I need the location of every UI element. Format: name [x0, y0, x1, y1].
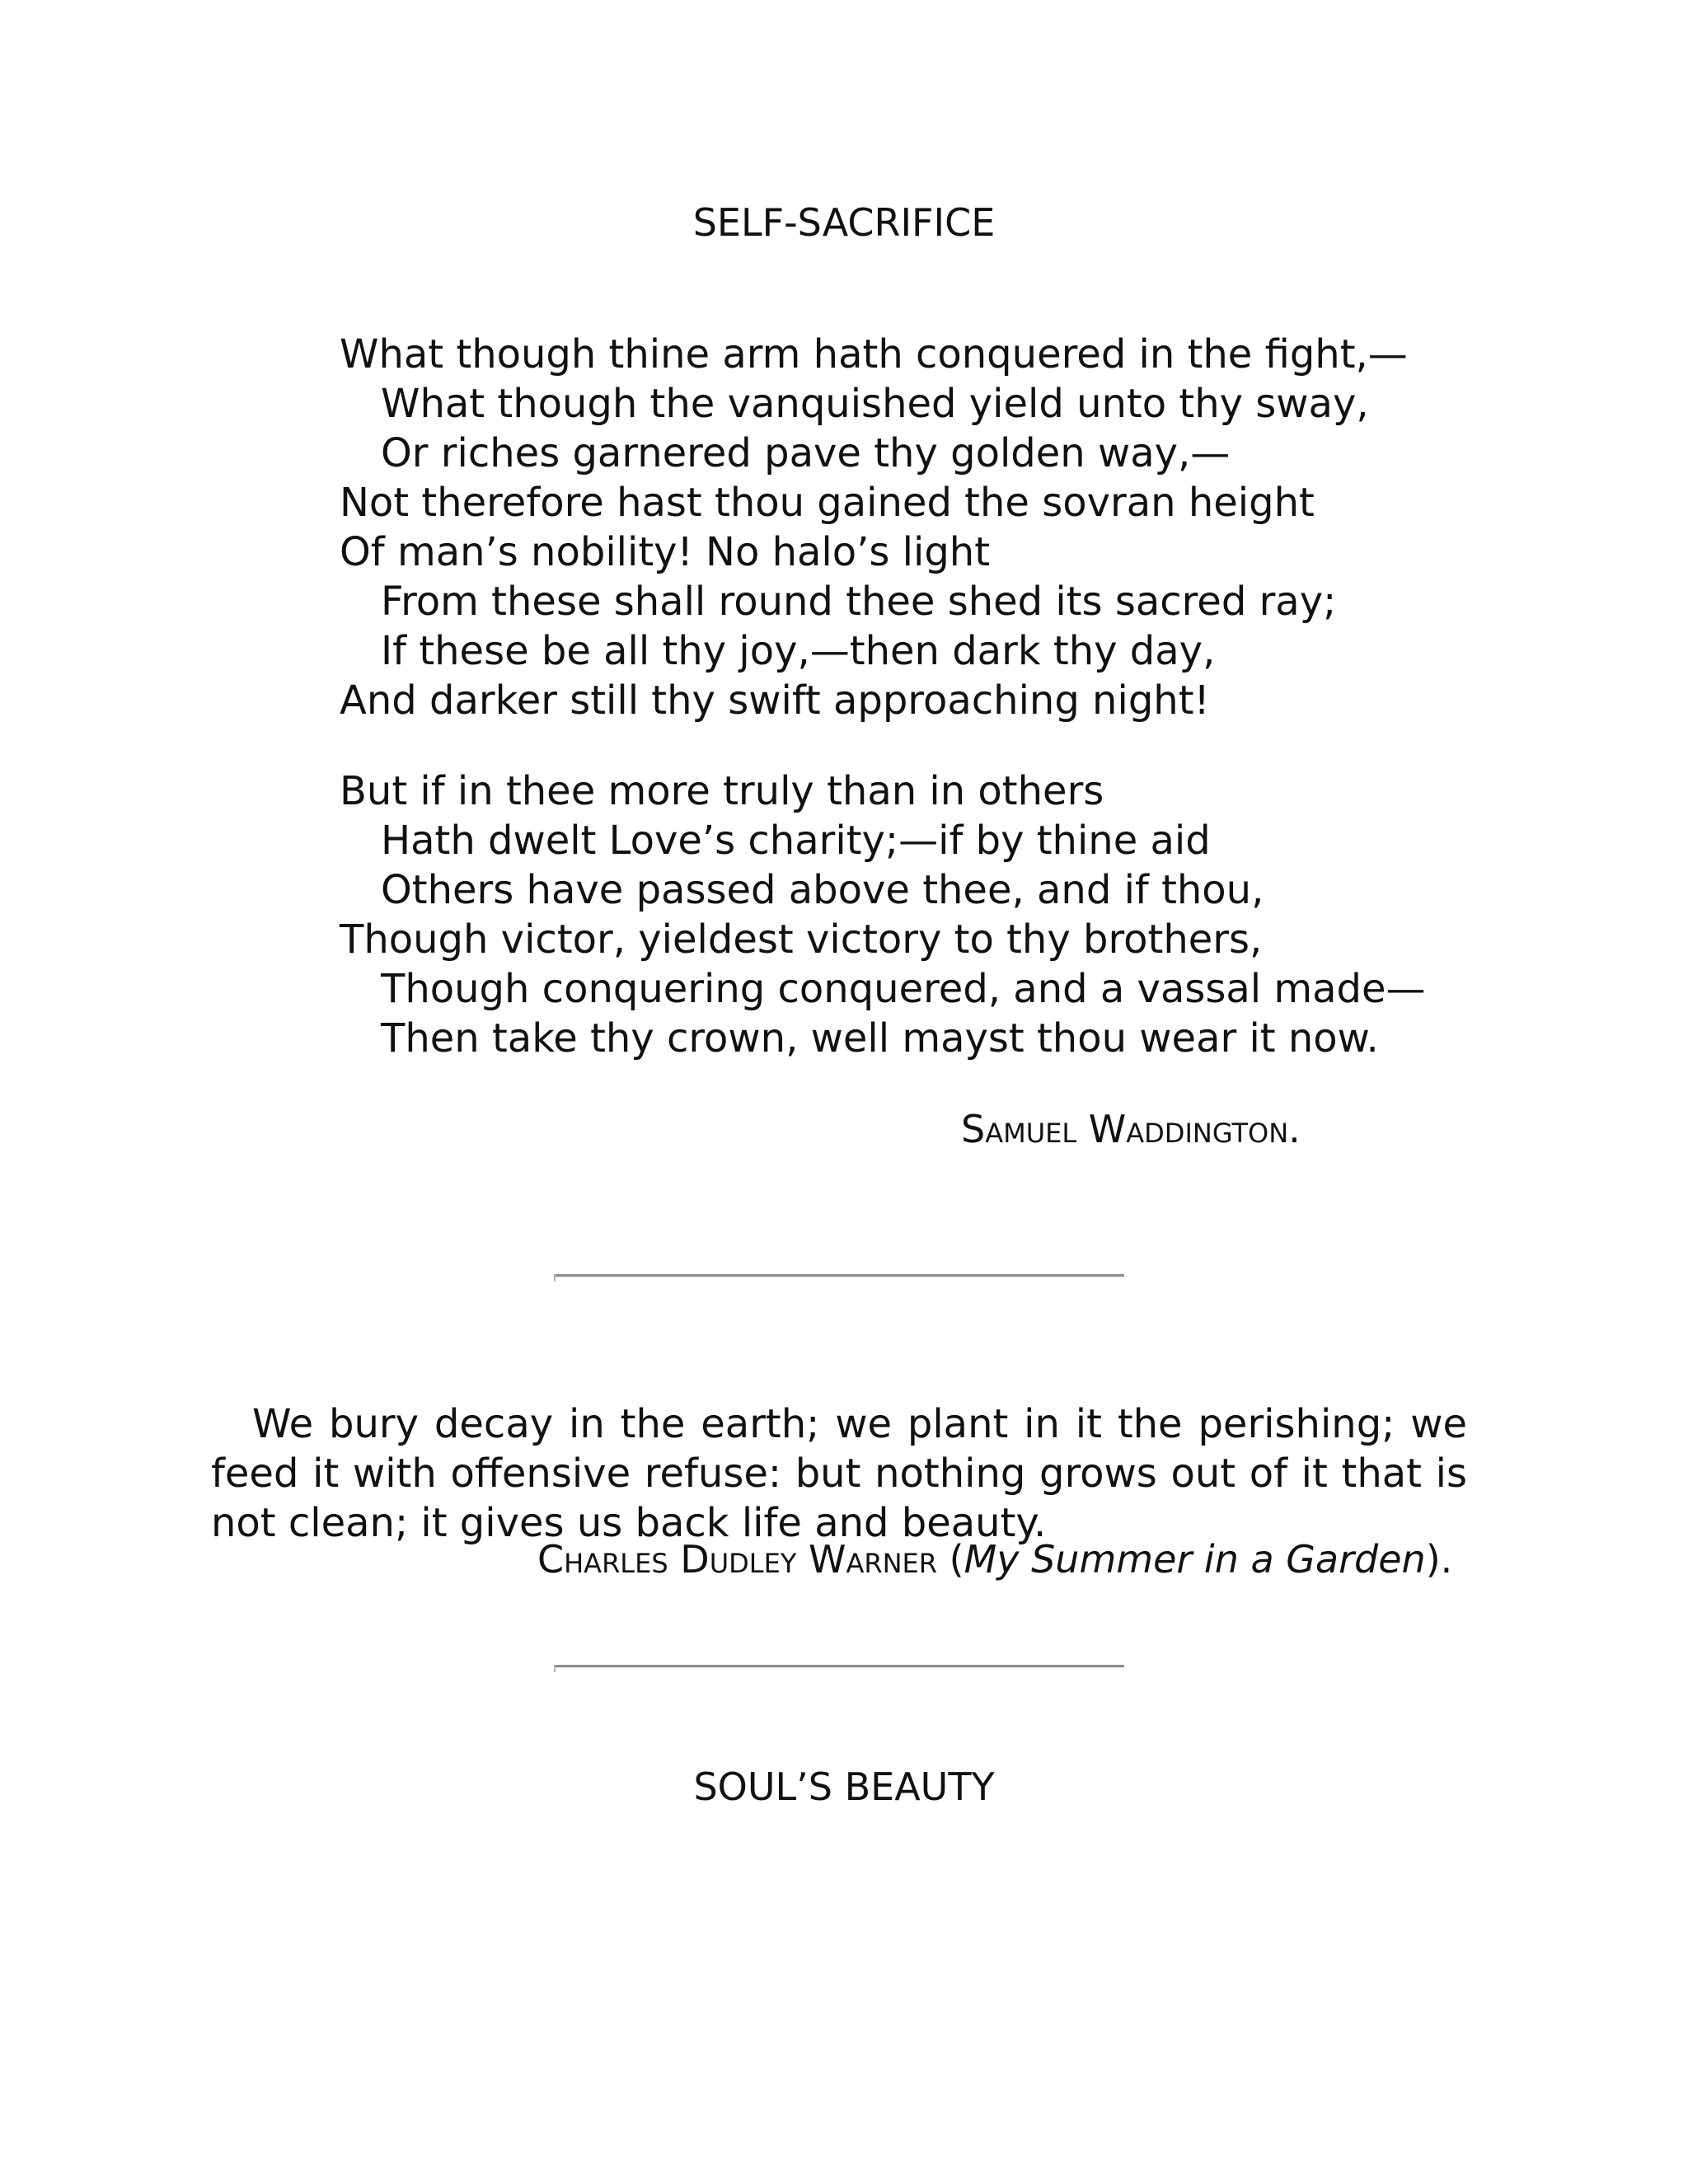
poem-stanza [340, 330, 1411, 725]
section-divider [554, 1665, 1124, 1668]
poem-title: SELF-SACRIFICE [692, 200, 996, 245]
poem-author: Samuel Waddington. [961, 1107, 1301, 1151]
poem-line: Then take thy crown, well mayst thou wear it now. [381, 1015, 1379, 1062]
poem-line: From these shall round thee shed its sacred ray; [381, 579, 1337, 625]
poem-line: Though victor, yieldest victory to thy brothers, [340, 916, 1263, 963]
poem-line: Others have passed above thee, and if thou, [381, 867, 1264, 913]
poem-line: Not therefore hast thou gained the sovran height [340, 480, 1315, 526]
quote-attribution [537, 1535, 1452, 1584]
poem-stanza [340, 766, 1426, 1063]
quote-source-close: ). [1425, 1537, 1453, 1582]
quote-source-title: My Summer in a Garden [964, 1537, 1426, 1582]
poem-line: Of man’s nobility! No halo’s light [340, 529, 991, 575]
poem-line: If these be all thy joy,—then dark thy day, [381, 628, 1216, 674]
poem-line: What though the vanquished yield unto thy sway, [381, 381, 1369, 427]
quote-author: Charles Dudley Warner [537, 1537, 937, 1582]
poem-line: But if in thee more truly than in others [340, 768, 1104, 814]
poem-line: Or riches garnered pave thy golden way,— [381, 430, 1231, 476]
poem-line: What though thine arm hath conquered in the fight,— [340, 331, 1408, 377]
quote-source-open: ( [937, 1537, 964, 1582]
section-divider [554, 1274, 1124, 1277]
quote-paragraph: We bury decay in the earth; we plant in it the perishing; we feed it with offensive refuse: but nothing grows out of it that is not clean; it gives us back life and beauty. [211, 1401, 1467, 1546]
poem-title: SOUL’S BEAUTY [693, 1765, 995, 1809]
poem-line: Though conquering conquered, and a vassal made— [381, 966, 1426, 1012]
poem-line: Hath dwelt Love’s charity;—if by thine aid [381, 818, 1211, 864]
poem-line: And darker still thy swift approaching night! [340, 677, 1210, 724]
